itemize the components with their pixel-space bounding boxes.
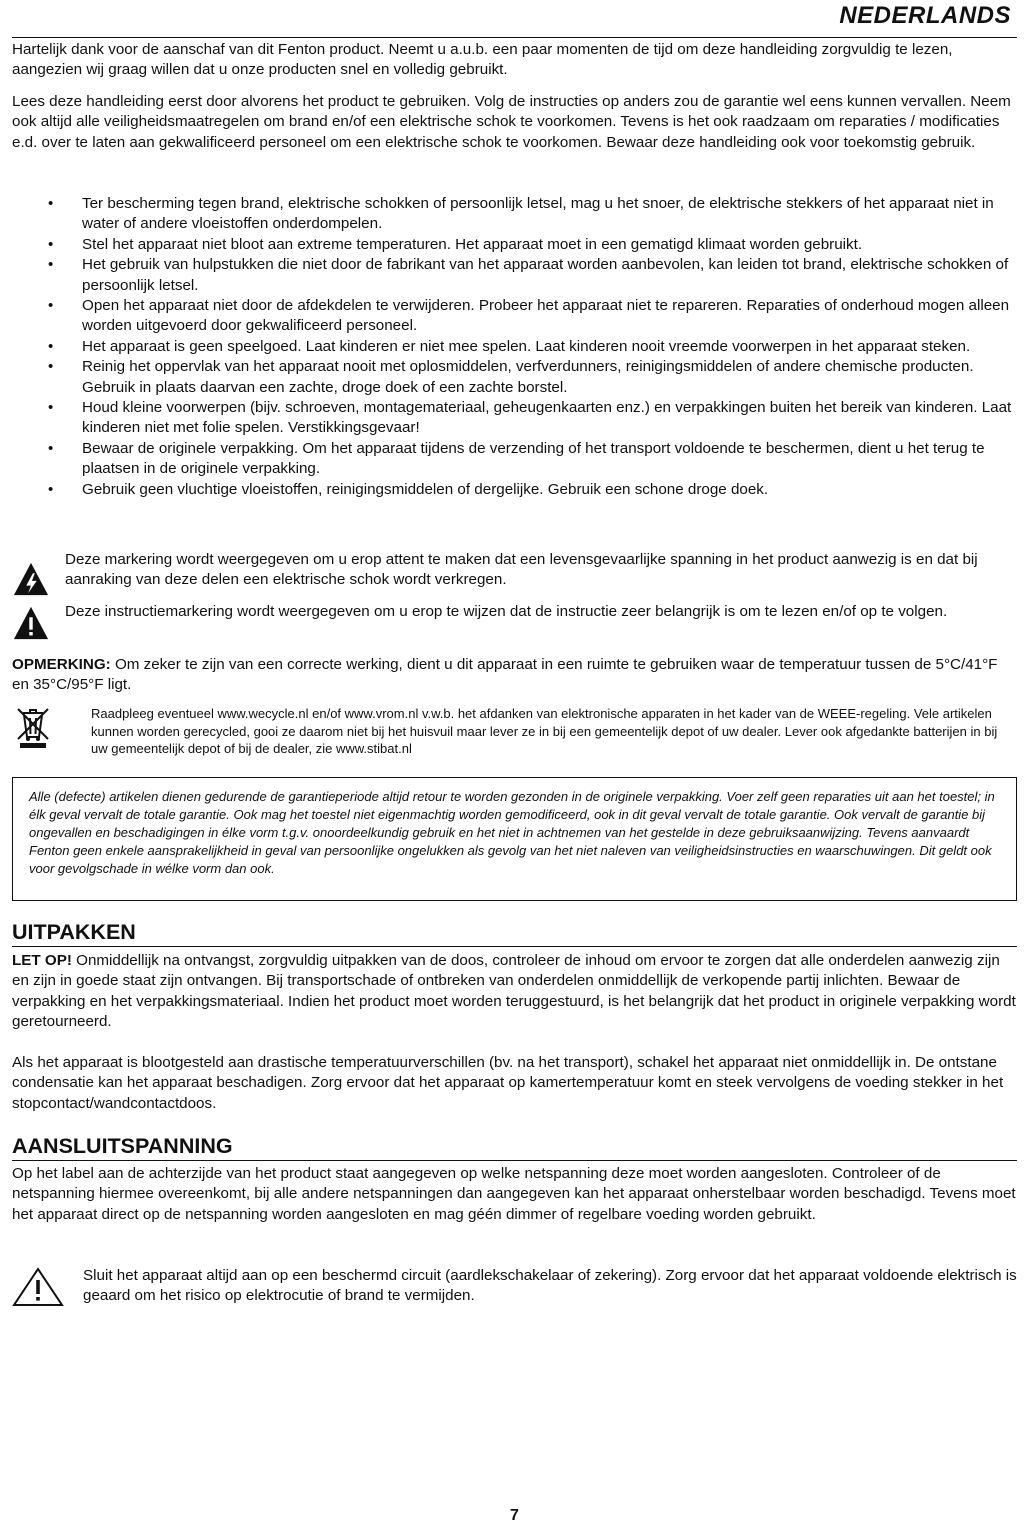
section-title-voltage: AANSLUITSPANNING <box>12 1133 1017 1161</box>
page-number: 7 <box>510 1507 519 1524</box>
safety-list <box>12 194 1017 500</box>
note-paragraph <box>12 655 1017 696</box>
weee-bin-icon <box>14 705 52 749</box>
list-item: • Ter bescherming tegen brand, elektrische schokken of persoonlijk letsel, mag u het snoer, de elektrische stekkers of het apparaat niet in water of andere vloeistoffen onderdompelen. <box>12 194 1017 235</box>
list-item: • Reinig het oppervlak van het apparaat nooit met oplosmiddelen, verfverdunners, reinigingsmiddelen of andere chemische producten. Gebruik in plaats daarvan een zachte, droge doek of een zachte borstel. <box>12 357 1017 398</box>
note-text: Om zeker te zijn van een correcte werking, dient u dit apparaat in een ruimte te gebruiken waar de temperatuur tussen de 5°C/41°F en 35°C/95°F ligt. <box>12 656 998 694</box>
unpacking-label: LET OP! <box>12 952 72 969</box>
section-title-unpacking: UITPAKKEN <box>12 919 1017 947</box>
voltage-paragraph: Op het label aan de achterzijde van het product staat aangegeven op welke netspanning deze moet worden aangesloten. Controleer of de netspanning hiermee overeenkomt, bij alle andere netspanningen dan aangegeven kan het apparaat onherstelbaar worden beschadigd. Tevens moet het apparaat direct op de netspanning worden aangesloten en mag géén dimmer of regelbare voeding worden gebruikt. <box>12 1165 1016 1223</box>
exclamation-warning-icon <box>12 604 50 642</box>
list-item: • Bewaar de originele verpakking. Om het apparaat tijdens de verzending of het transport voldoende te beschermen, dient u het terug te plaatsen in de originele verpakking. <box>12 439 1017 480</box>
language-header: NEDERLANDS <box>839 2 1011 29</box>
list-item: • Houd kleine voorwerpen (bijv. schroeven, montagemateriaal, geheugenkaarten enz.) en verpakkingen buiten het bereik van kinderen. Laat kinderen niet met folie spelen. Verstikkingsgevaar! <box>12 398 1017 439</box>
warranty-box: Alle (defecte) artikelen dienen gedurende de garantieperiode altijd retour te worden gezonden in de originele verpakking. Voer zelf geen reparaties uit aan het toestel; in élk geval vervalt de totale garantie. Ook mag het toestel niet eigenmachtig worden gemodificeerd, ook in dit geval vervalt de totale garantie. Ook vervalt de garantie bij ongevallen en beschadigingen in élke vorm t.g.v. onoordeelkundig gebruik en het niet in achtnemen van het gestelde in deze gebruiksaanwijzing. Tevens aanvaardt Fenton geen enkele aansprakelijkheid in geval van persoonlijke ongelukken als gevolg van het niet naleven van veiligheidsinstructies en waarschuwingen. Dit geldt ook voor gevolgschade in wélke vorm dan ook. <box>12 777 1017 901</box>
unpacking-text: Onmiddellijk na ontvangst, zorgvuldig uitpakken van de doos, controleer de inhoud om ervoor te zorgen dat alle onderdelen aanwezig zijn en zijn in goede staat zijn ontvangen. Bij transportschade of ontbreken van onderdelen onmiddellijk de verkopende partij inlichten. Bewaar de verpakking en het verpakkingsmateriaal. Indien het product moet worden teruggestuurd, is het belangrijk dat het product in originele verpakking wordt geretourneerd. <box>12 952 1016 1031</box>
intro-paragraph-2: Lees deze handleiding eerst door alvorens het product te gebruiken. Volg de instructies op anders zou de garantie wel eens kunnen vervallen. Neem ook altijd alle veiligheidsmaatregelen om brand en/of een elektrische schok te voorkomen. Tevens is het ook raadzaam om reparaties / modificaties e.d. over te laten aan gekwalificeerd personeel om een elektrische schok te voorkomen. Bewaar deze handleiding ook voor toekomstig gebruik. <box>12 93 1011 151</box>
caution-triangle-icon <box>12 1266 64 1308</box>
instruction-warning: Deze instructiemarkering wordt weergegeven om u erop te wijzen dat de instructie zeer belangrijk is om te lezen en/of op te volgen. <box>12 602 1017 622</box>
list-item: • Het gebruik van hulpstukken die niet door de fabrikant van het apparaat worden aanbevolen, kan leiden tot brand, elektrische schokken of persoonlijk letsel. <box>12 255 1017 296</box>
list-item: • Het apparaat is geen speelgoed. Laat kinderen er niet mee spelen. Laat kinderen nooit vreemde voorwerpen in het apparaat steken. <box>12 337 1017 357</box>
header-divider <box>12 37 1017 38</box>
unpacking-paragraph-1 <box>12 951 1017 1033</box>
intro-paragraph-1: Hartelijk dank voor de aanschaf van dit Fenton product. Neemt u a.u.b. een paar momenten de tijd om deze handleiding zorgvuldig te lezen, aangezien wij graag willen dat u onze producten snel en volledig gebruikt. <box>12 41 953 79</box>
grounding-warning: Sluit het apparaat altijd aan op een beschermd circuit (aardlekschakelaar of zekering). Zorg ervoor dat het apparaat voldoende elektrisch is geaard om het risico op elektrocutie of brand te vermijden. <box>12 1266 1017 1307</box>
list-item: • Stel het apparaat niet bloot aan extreme temperaturen. Het apparaat moet in een gematigd klimaat worden gebruikt. <box>12 235 1017 255</box>
list-item: • Open het apparaat niet door de afdekdelen te verwijderen. Probeer het apparaat niet te repareren. Reparaties of onderhoud mogen alleen worden uitgevoerd door gekwalificeerd personeel. <box>12 296 1017 337</box>
list-item: • Gebruik geen vluchtige vloeistoffen, reinigingsmiddelen of dergelijke. Gebruik een schone droge doek. <box>12 480 1017 500</box>
note-label: OPMERKING: <box>12 656 111 673</box>
unpacking-paragraph-2: Als het apparaat is blootgesteld aan drastische temperatuurverschillen (bv. na het transport), schakel het apparaat niet onmiddellijk in. De ontstane condensatie kan het apparaat beschadigen. Zorg ervoor dat het apparaat op kamertemperatuur komt en steek vervolgens de voeding stekker in het stopcontact/wandcontactdoos. <box>12 1054 1004 1112</box>
weee-notice: Raadpleeg eventueel www.wecycle.nl en/of www.vrom.nl v.w.b. het afdanken van elektronische apparaten in het kader van de WEEE-regeling. Vele artikelen kunnen worden gerecycled, gooi ze daarom niet bij het huisvuil maar lever ze in bij een gemeentelijk depot of uw dealer. Lever ook afgedankte batterijen in bij uw gemeentelijk depot of bij de dealer, zie www.stibat.nl <box>12 705 1017 758</box>
voltage-warning: Deze markering wordt weergegeven om u erop attent te maken dat een levensgevaarlijke spanning in het product aanwezig is en dat bij aanraking van deze delen een elektrische schok wordt verkregen. <box>12 550 1017 591</box>
lightning-warning-icon <box>12 560 50 598</box>
